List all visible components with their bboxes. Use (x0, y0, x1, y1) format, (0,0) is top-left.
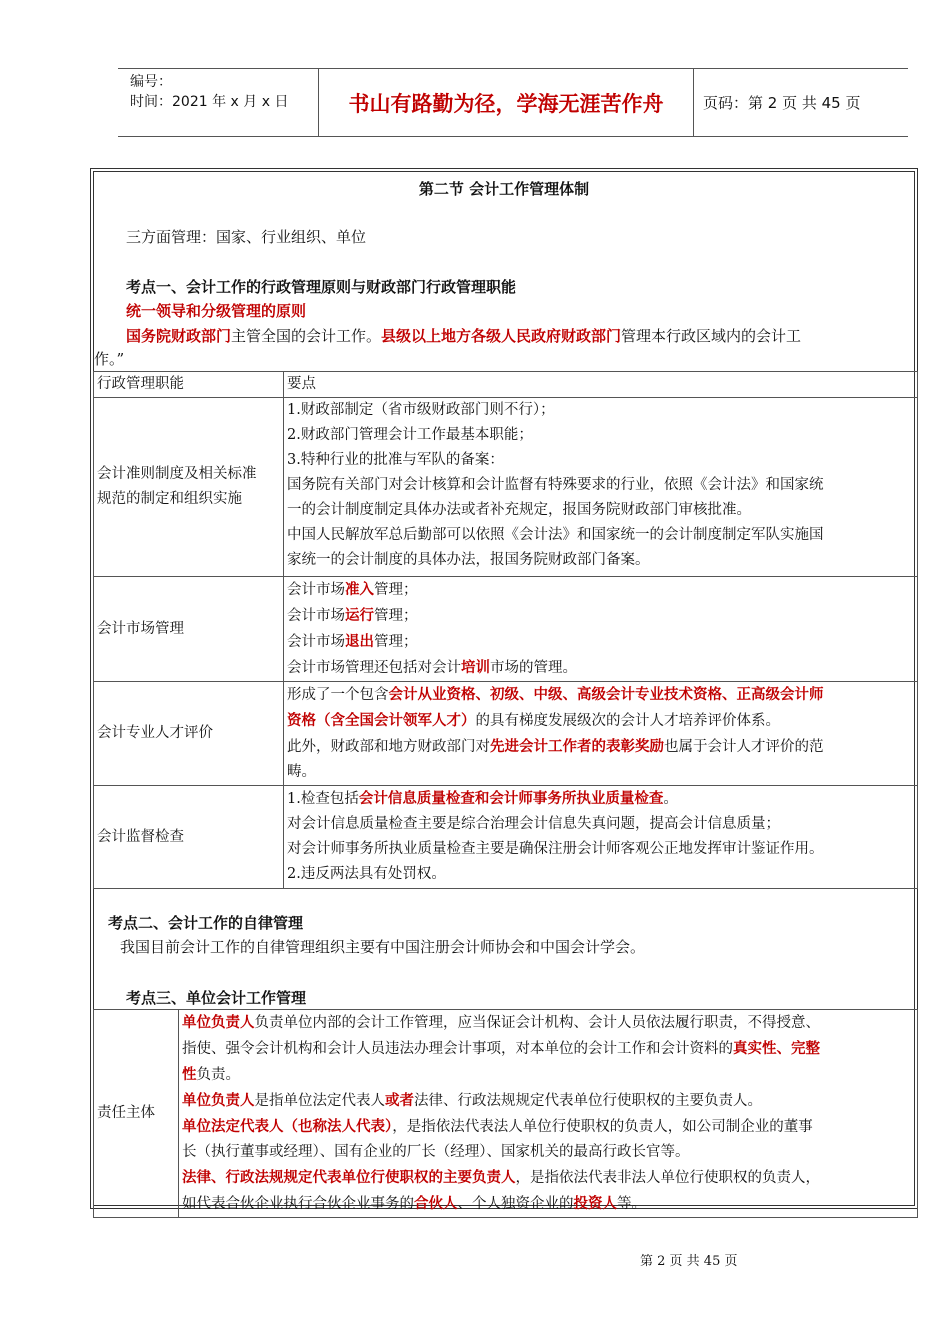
point1-paragraph: 国务院财政部门主管全国的会计工作。县级以上地方各级人民政府财政部门管理本行政区域内的会计工 (126, 327, 802, 345)
table-header-cell: 行政管理职能 (94, 372, 284, 398)
header-meta (118, 69, 318, 136)
point2-heading: 考点二、会计工作的自律管理 (108, 914, 304, 932)
section-intro: 三方面管理：国家、行业组织、单位 (126, 228, 367, 246)
row-content: 单位负责人负责单位内部的会计工作管理，应当保证会计机构、会计人员依法履行职责，不得授意、 指使、强令会计机构和会计人员违法办理会计事项，对本单位的会计工作和会计资料的真实性、完整 性负责。 单位负责人是指单位法定代表人或者法律、行政法规规定代表单位行使职权的主要负责人。 单位法定代表人（也称法人代表），是指依法代表法人单位行使职权的负责人，如公司制企业的董事 长（执行董事或经理）、国有企业的厂长（经理）、国家机关的最高行政长官等。 法律、行政法规规定代表单位行使职权的主要负责人，是指依法代表非法人单位行使职权的负责人， 如代表合伙企业执行合伙企业事务的合伙人、个人独资企业的投资人等。 (179, 1010, 918, 1218)
table-header-cell: 要点 (284, 372, 918, 398)
content-frame-inner (93, 171, 915, 1212)
header-page-label: 页码：第 2 页 共 45 页 (703, 94, 861, 112)
header-motto: 书山有路勤为径，学海无涯苦作舟 (318, 69, 694, 136)
row-content: 形成了一个包含会计从业资格、初级、中级、高级会计专业技术资格、正高级会计师 资格（含全国会计领军人才）的具有梯度发展级次的会计人才培养评价体系。 此外，财政部和地方财政部门对先进会计工作者的表彰奖励也属于会计人才评价的范 畴。 (284, 682, 918, 786)
row-label: 会计监督检查 (94, 786, 284, 889)
row-label: 会计专业人才评价 (94, 682, 284, 786)
table-row (94, 1010, 918, 1218)
table-row (94, 786, 918, 889)
point1-paragraph-wrap: 作。” (94, 350, 125, 368)
table-row (94, 577, 918, 682)
row-label: 会计准则制度及相关标准 规范的制定和组织实施 (94, 398, 284, 577)
row-content: 1.检查包括会计信息质量检查和会计师事务所执业质量检查。 对会计信息质量检查主要是综合治理会计信息失真问题，提高会计信息质量； 对会计师事务所执业质量检查主要是确保注册会计师客观公正地发挥审计鉴证作用。 2.违反两法具有处罚权。 (284, 786, 918, 889)
admin-functions-table (93, 371, 918, 889)
row-label: 责任主体 (94, 1010, 179, 1218)
row-content: 1.财政部制定（省市级财政部门则不行）； 2.财政部门管理会计工作最基本职能； 3.特种行业的批准与军队的备案： 国务院有关部门对会计核算和会计监督有特殊要求的行业，依照《会计法》和国家统 一的会计制度制定具体办法或者补充规定，报国务院财政部门审核批准。 中国人民解放军总后勤部可以依照《会计法》和国家统一的会计制度制定军队实施国 家统一的会计制度的具体办法，报国务院财政部门备案。 (284, 398, 918, 577)
table-header-row (94, 372, 918, 398)
table-row (94, 682, 918, 786)
point2-text: 我国目前会计工作的自律管理组织主要有中国注册会计师协会和中国会计学会。 (120, 938, 646, 956)
content-frame (90, 168, 918, 1212)
page-header (118, 68, 908, 137)
row-content: 会计市场准入管理； 会计市场运行管理； 会计市场退出管理； 会计市场管理还包括对会计培训市场的管理。 (284, 577, 918, 682)
section-title: 第二节 会计工作管理体制 (418, 180, 590, 198)
point1-principle: 统一领导和分级管理的原则 (126, 302, 307, 320)
page-footer: 第 2 页 共 45 页 (640, 1254, 738, 1269)
point3-heading: 考点三、单位会计工作管理 (126, 989, 307, 1007)
point1-heading: 考点一、会计工作的行政管理原则与财政部门行政管理职能 (126, 278, 517, 296)
responsibility-table (93, 1009, 918, 1218)
row-label: 会计市场管理 (94, 577, 284, 682)
time-label: 时间：2021 年 x 月 x 日 (130, 94, 289, 110)
table-row (94, 398, 918, 577)
number-label: 编号： (130, 74, 172, 90)
